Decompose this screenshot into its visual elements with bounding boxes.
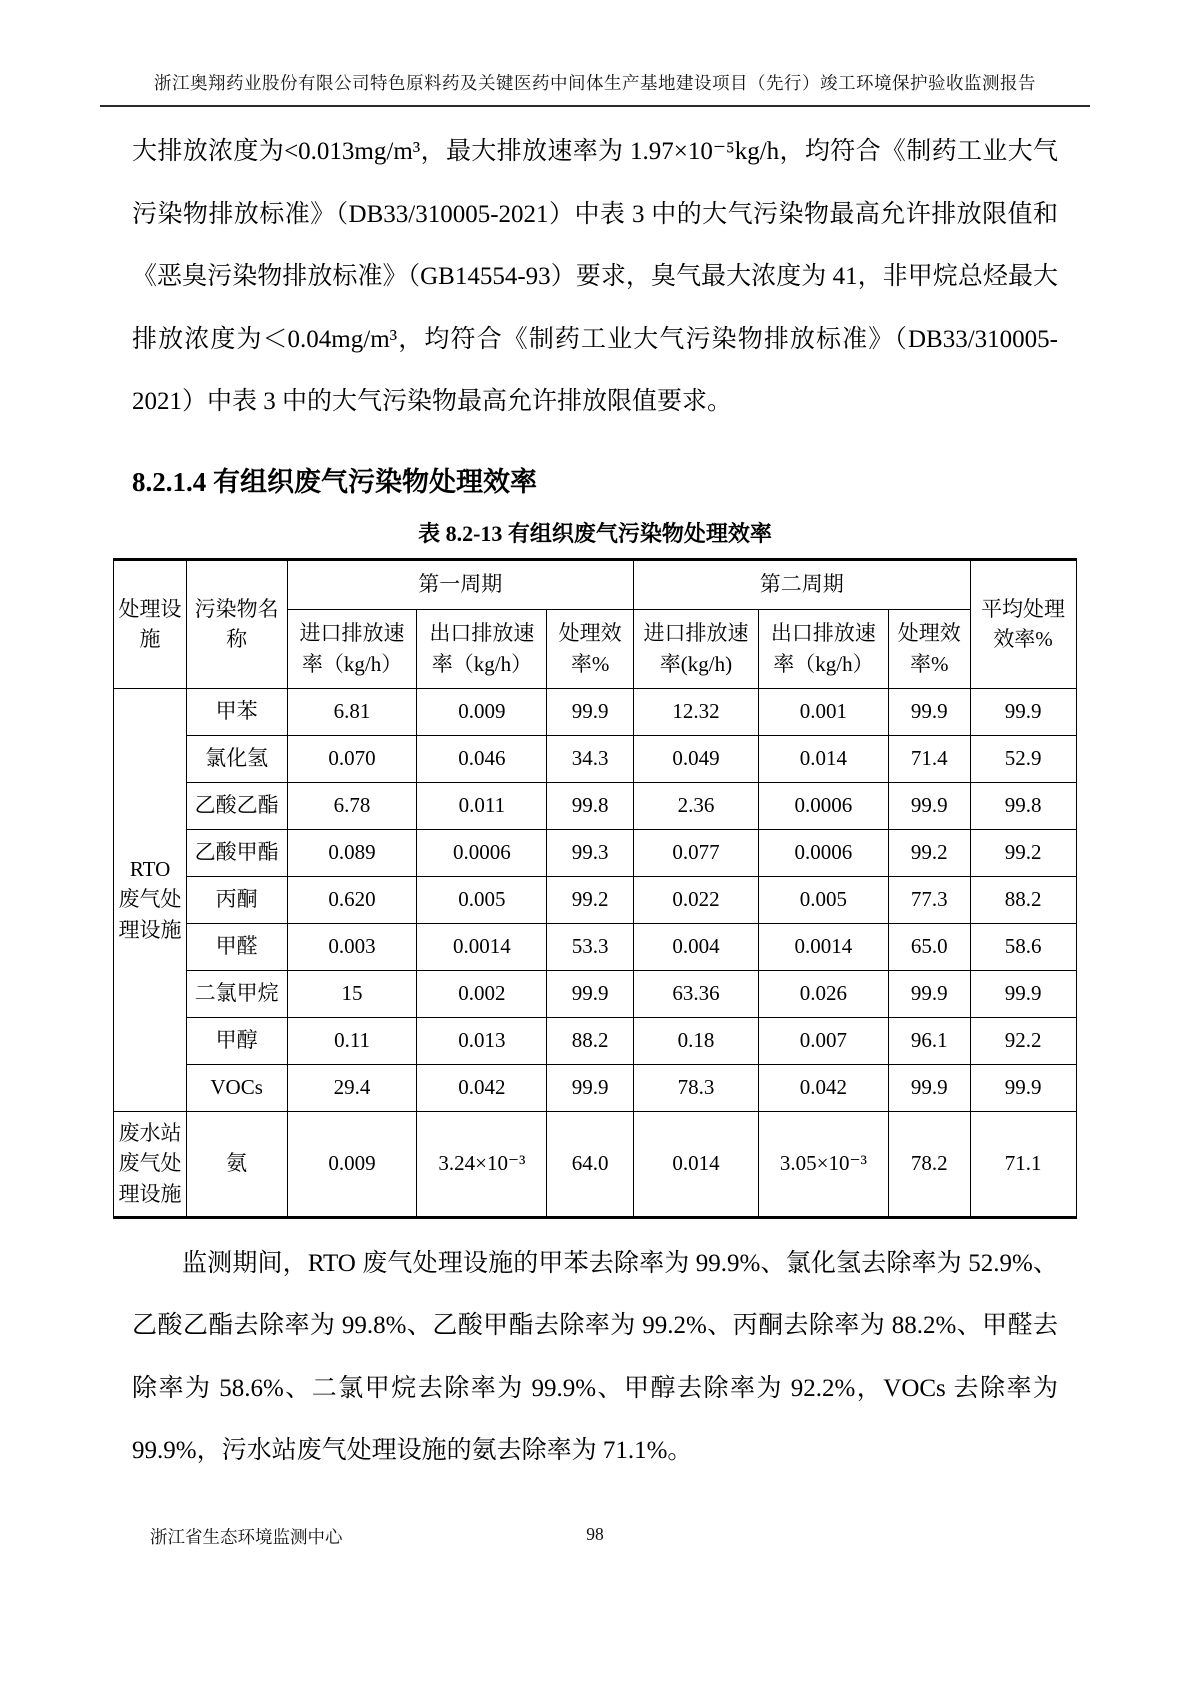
value-cell: 58.6 <box>970 923 1076 970</box>
value-cell: 99.2 <box>970 829 1076 876</box>
value-cell: 0.0006 <box>417 829 547 876</box>
section-heading: 8.2.1.4 有组织废气污染物处理效率 <box>132 466 537 497</box>
value-cell: 71.4 <box>888 735 970 782</box>
col-header-p2-outlet: 出口排放速率（kg/h） <box>758 609 888 688</box>
table-row <box>114 1111 1076 1217</box>
value-cell: 77.3 <box>888 876 970 923</box>
value-cell: 0.0014 <box>758 923 888 970</box>
value-cell: 0.042 <box>758 1064 888 1111</box>
value-cell: 99.9 <box>547 1064 634 1111</box>
value-cell: 0.003 <box>287 923 417 970</box>
value-cell: 0.007 <box>758 1017 888 1064</box>
value-cell: 3.24×10⁻³ <box>417 1111 547 1217</box>
value-cell: 6.78 <box>287 782 417 829</box>
col-header-period1: 第一周期 <box>287 559 633 609</box>
pollutant-name-cell: 甲醛 <box>186 923 287 970</box>
value-cell: 0.004 <box>633 923 758 970</box>
value-cell: 99.2 <box>888 829 970 876</box>
value-cell: 6.81 <box>287 688 417 735</box>
value-cell: 34.3 <box>547 735 634 782</box>
value-cell: 65.0 <box>888 923 970 970</box>
value-cell: 99.9 <box>970 1064 1076 1111</box>
value-cell: 0.11 <box>287 1017 417 1064</box>
value-cell: 0.005 <box>417 876 547 923</box>
value-cell: 78.3 <box>633 1064 758 1111</box>
table-row <box>114 829 1076 876</box>
value-cell: 92.2 <box>970 1017 1076 1064</box>
value-cell: 0.089 <box>287 829 417 876</box>
footer-organization: 浙江省生态环境监测中心 <box>150 1527 343 1547</box>
pollutant-name-cell: 甲醇 <box>186 1017 287 1064</box>
value-cell: 0.077 <box>633 829 758 876</box>
col-header-p2-inlet: 进口排放速率(kg/h) <box>633 609 758 688</box>
table-row <box>114 1064 1076 1111</box>
col-header-period2: 第二周期 <box>633 559 970 609</box>
value-cell: 88.2 <box>547 1017 634 1064</box>
pollutant-name-cell: 乙酸乙酯 <box>186 782 287 829</box>
value-cell: 99.2 <box>547 876 634 923</box>
value-cell: 3.05×10⁻³ <box>758 1111 888 1217</box>
value-cell: 0.022 <box>633 876 758 923</box>
table-row <box>114 688 1076 735</box>
document-header-title: 浙江奥翔药业股份有限公司特色原料药及关键医药中间体生产基地建设项目（先行）竣工环境保护验收监测报告 <box>100 70 1090 107</box>
value-cell: 0.049 <box>633 735 758 782</box>
value-cell: 0.001 <box>758 688 888 735</box>
pollutant-name-cell: 丙酮 <box>186 876 287 923</box>
col-header-facility: 处理设施 <box>114 559 186 688</box>
value-cell: 99.8 <box>547 782 634 829</box>
page-number: 98 <box>586 1524 604 1544</box>
value-cell: 99.9 <box>888 688 970 735</box>
table-row <box>114 735 1076 782</box>
value-cell: 99.9 <box>970 688 1076 735</box>
value-cell: 78.2 <box>888 1111 970 1217</box>
value-cell: 2.36 <box>633 782 758 829</box>
value-cell: 0.009 <box>287 1111 417 1217</box>
table-body <box>114 688 1076 1217</box>
value-cell: 0.0006 <box>758 782 888 829</box>
value-cell: 0.005 <box>758 876 888 923</box>
document-body <box>100 121 1090 1483</box>
col-header-pollutant: 污染物名称 <box>186 559 287 688</box>
table-row <box>114 782 1076 829</box>
value-cell: 0.046 <box>417 735 547 782</box>
value-cell: 99.9 <box>547 970 634 1017</box>
value-cell: 15 <box>287 970 417 1017</box>
value-cell: 99.9 <box>888 782 970 829</box>
value-cell: 0.013 <box>417 1017 547 1064</box>
col-header-average: 平均处理效率% <box>970 559 1076 688</box>
value-cell: 0.002 <box>417 970 547 1017</box>
value-cell: 96.1 <box>888 1017 970 1064</box>
value-cell: 0.014 <box>633 1111 758 1217</box>
value-cell: 0.070 <box>287 735 417 782</box>
table-row <box>114 876 1076 923</box>
value-cell: 99.8 <box>970 782 1076 829</box>
value-cell: 53.3 <box>547 923 634 970</box>
value-cell: 0.620 <box>287 876 417 923</box>
table-row <box>114 923 1076 970</box>
pollutant-name-cell: 氯化氢 <box>186 735 287 782</box>
value-cell: 71.1 <box>970 1111 1076 1217</box>
pollutant-name-cell: 甲苯 <box>186 688 287 735</box>
value-cell: 0.18 <box>633 1017 758 1064</box>
col-header-p2-efficiency: 处理效率% <box>888 609 970 688</box>
value-cell: 99.9 <box>547 688 634 735</box>
facility-cell-rto: RTO 废气处理设施 <box>114 688 186 1111</box>
paragraph-emission-standards: 大排放浓度为<0.013mg/m³，最大排放速率为 1.97×10⁻⁵kg/h，均符合《制药工业大气污染物排放标准》（DB33/310005-2021）中表 3 中的大气污染物最高允许排放限值和《恶臭污染物排放标准》（GB14554-93）要求，臭气最大浓度为 41，非甲烷总烃最大排放浓度为＜0.04mg/m³，均符合《制药工业大气污染物排放标准》（DB33/310005-2021）中表 3 中的大气污染物最高允许排放限值要求。 <box>132 138 1058 415</box>
value-cell: 29.4 <box>287 1064 417 1111</box>
value-cell: 0.009 <box>417 688 547 735</box>
value-cell: 88.2 <box>970 876 1076 923</box>
value-cell: 64.0 <box>547 1111 634 1217</box>
value-cell: 0.026 <box>758 970 888 1017</box>
value-cell: 0.0014 <box>417 923 547 970</box>
table-header <box>114 559 1076 688</box>
pollutant-name-cell: 二氯甲烷 <box>186 970 287 1017</box>
value-cell: 63.36 <box>633 970 758 1017</box>
table-header-row-1 <box>114 559 1076 609</box>
value-cell: 99.9 <box>888 1064 970 1111</box>
value-cell: 99.3 <box>547 829 634 876</box>
pollutant-name-cell: 乙酸甲酯 <box>186 829 287 876</box>
value-cell: 0.011 <box>417 782 547 829</box>
table-row <box>114 1017 1076 1064</box>
value-cell: 99.9 <box>888 970 970 1017</box>
value-cell: 0.042 <box>417 1064 547 1111</box>
value-cell: 99.9 <box>970 970 1076 1017</box>
paragraph-removal-rates: 监测期间，RTO 废气处理设施的甲苯去除率为 99.9%、氯化氢去除率为 52.9%、乙酸乙酯去除率为 99.8%、乙酸甲酯去除率为 99.2%、丙酮去除率为 88.2%、甲醛去除率为 58.6%、二氯甲烷去除率为 99.9%、甲醇去除率为 92.2%，VOCs 去除率为 99.9%，污水站废气处理设施的氨去除率为 71.1%。 <box>132 1249 1058 1464</box>
table-row <box>114 970 1076 1017</box>
col-header-p1-efficiency: 处理效率% <box>547 609 634 688</box>
value-cell: 52.9 <box>970 735 1076 782</box>
pollutant-name-cell: VOCs <box>186 1064 287 1111</box>
value-cell: 0.014 <box>758 735 888 782</box>
table-caption: 表 8.2-13 有组织废气污染物处理效率 <box>418 520 772 546</box>
facility-cell-wastewater: 废水站废气处理设施 <box>114 1111 186 1217</box>
value-cell: 12.32 <box>633 688 758 735</box>
treatment-efficiency-table <box>113 558 1076 1219</box>
value-cell: 0.0006 <box>758 829 888 876</box>
col-header-p1-outlet: 出口排放速率（kg/h） <box>417 609 547 688</box>
col-header-p1-inlet: 进口排放速率（kg/h） <box>287 609 417 688</box>
pollutant-name-cell: 氨 <box>186 1111 287 1217</box>
